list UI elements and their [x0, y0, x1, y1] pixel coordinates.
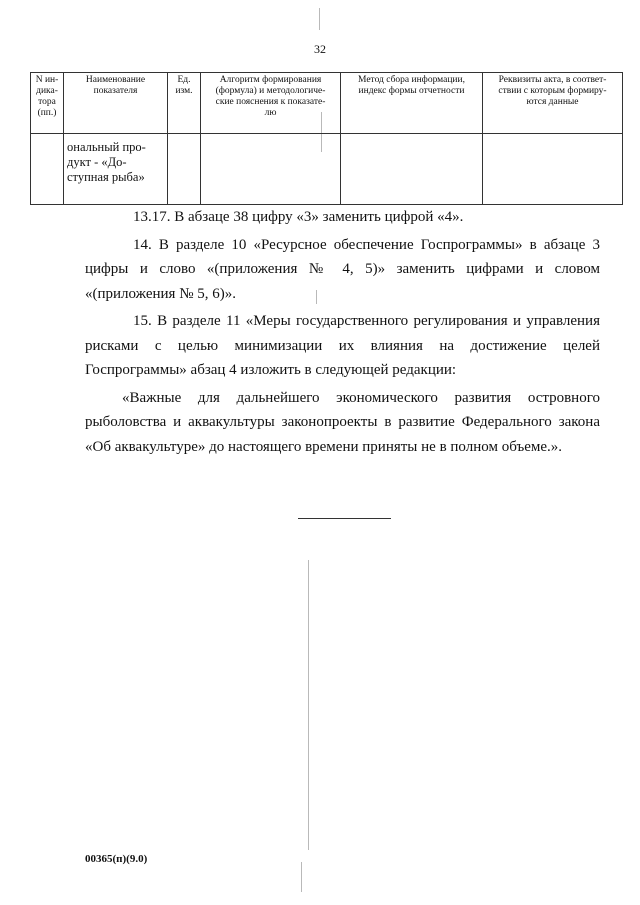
- header-unit: Ед. изм.: [168, 73, 201, 134]
- document-body: [85, 205, 600, 462]
- scan-mark: [308, 560, 309, 850]
- paragraph-14: 14. В разделе 10 «Ресурсное обеспечение Госпрограммы» в абзаце 3 цифры и слово «(приложения № 4, 5)» заменить цифрами и словом «(приложения № 5, 6)».: [85, 236, 600, 302]
- table-cell: [168, 134, 201, 205]
- scan-mark: [319, 8, 320, 30]
- header-collection-method: Метод сбора информации, индекс формы отчетности: [341, 73, 483, 134]
- document-code: 00365(п)(9.0): [85, 853, 148, 865]
- table-row: [31, 134, 623, 205]
- table-cell: [201, 134, 341, 205]
- table-cell: [31, 134, 64, 205]
- closing-rule: [298, 518, 391, 519]
- header-act-details: Реквизиты акта, в соответ- ствии с которым формиру- ются данные: [483, 73, 623, 134]
- scan-mark: [301, 862, 302, 892]
- paragraph-15: 15. В разделе 11 «Меры государственного регулирования и управления рисками с целью минимизации их влияния на достижение целей Госпрограммы» абзац 4 изложить в следующей редакции:: [85, 313, 600, 378]
- table-cell: [341, 134, 483, 205]
- header-indicator-number: N ин- дика- тора (пп.): [31, 73, 64, 134]
- paragraph-quote: «Важные для дальнейшего экономического развития островного рыболовства и аквакультуры законопроекты в развитие Федерального закона «Об аквакультуре» до настоящего времени приняты не в полном объеме.».: [85, 389, 600, 455]
- page-number: 32: [314, 42, 326, 56]
- indicators-table: [30, 72, 623, 205]
- table-cell-indicator-name: ональный про- дукт - «До- ступная рыба»: [64, 134, 168, 205]
- header-indicator-name: Наименование показателя: [64, 73, 168, 134]
- table-cell: [483, 134, 623, 205]
- table-header-row: [31, 73, 623, 134]
- paragraph-13-17: 13.17. В абзаце 38 цифру «3» заменить цифрой «4».: [133, 209, 464, 225]
- header-algorithm: Алгоритм формирования (формула) и методологиче- ские пояснения к показате- лю: [201, 73, 341, 134]
